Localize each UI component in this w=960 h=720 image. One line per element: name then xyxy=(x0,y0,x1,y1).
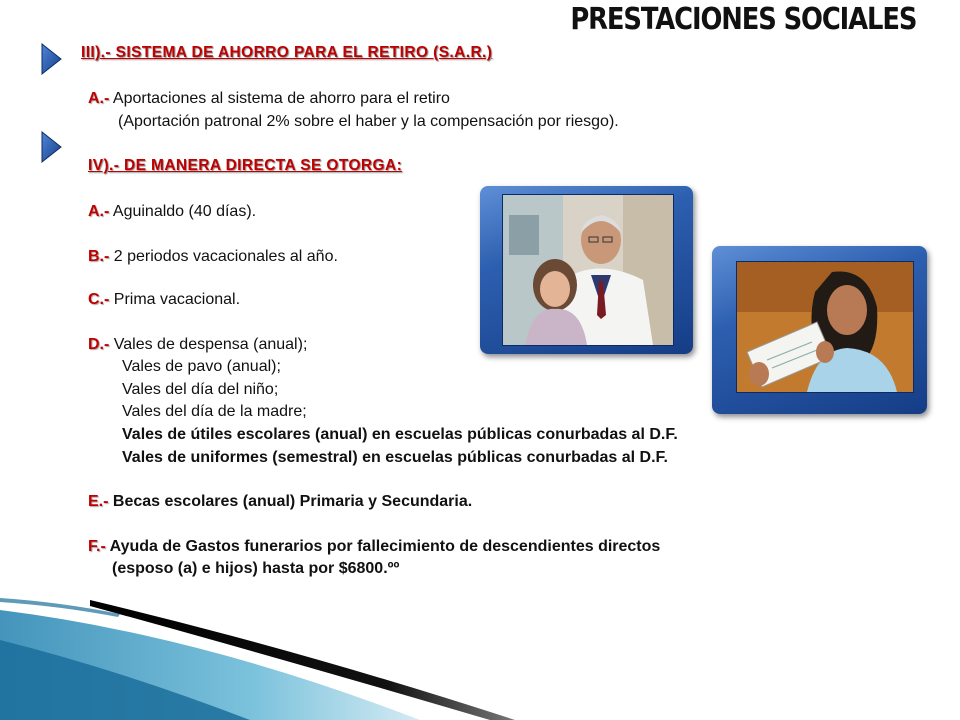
item-f-direct xyxy=(88,538,660,556)
item-label: A.- xyxy=(88,203,110,220)
item-d-sub: Vales de uniformes (semestral) en escuelas públicas conurbadas al D.F. xyxy=(122,449,668,466)
item-label: B.- xyxy=(88,248,110,265)
woman-check-photo xyxy=(736,261,914,393)
item-text: Prima vacacional. xyxy=(109,291,241,308)
item-f-detail: (esposo (a) e hijos) hasta por $6800.ºº xyxy=(112,560,400,577)
doctor-child-photo xyxy=(502,194,674,346)
item-text: Ayuda de Gastos funerarios por fallecimiento de descendientes directos xyxy=(105,538,661,555)
item-text: Becas escolares (anual) Primaria y Secundaria. xyxy=(108,493,473,510)
photo-frame-doctor xyxy=(480,186,693,354)
item-text: Aportaciones al sistema de ahorro para el retiro xyxy=(109,90,450,107)
item-label: A.- xyxy=(88,90,110,107)
section-heading-sar: III).- SISTEMA DE AHORRO PARA EL RETIRO (S.A.R.) xyxy=(81,44,493,61)
item-label: C.- xyxy=(88,291,110,308)
item-a-sar xyxy=(88,90,450,108)
item-text: 2 periodos vacacionales al año. xyxy=(109,248,338,265)
bullet-arrow-icon xyxy=(40,130,62,164)
item-c-direct xyxy=(88,291,240,309)
item-d-direct xyxy=(88,336,307,354)
item-a-direct xyxy=(88,203,256,221)
item-d-sub: Vales de útiles escolares (anual) en escuelas públicas conurbadas al D.F. xyxy=(122,426,678,443)
item-d-sub: Vales de pavo (anual); xyxy=(122,358,281,375)
item-d-sub: Vales del día del niño; xyxy=(122,381,279,398)
item-b-direct xyxy=(88,248,338,266)
item-label: F.- xyxy=(88,538,106,555)
item-a-sar-detail: (Aportación patronal 2% sobre el haber y la compensación por riesgo). xyxy=(118,113,619,130)
item-text: Vales de despensa (anual); xyxy=(109,336,308,353)
decorative-swoosh xyxy=(0,580,960,720)
item-text: Aguinaldo (40 días). xyxy=(109,203,257,220)
item-label: E.- xyxy=(88,493,109,510)
bullet-arrow-icon xyxy=(40,42,62,76)
photo-frame-woman xyxy=(712,246,927,414)
section-heading-direct: IV).- DE MANERA DIRECTA SE OTORGA: xyxy=(88,157,403,174)
item-d-sub: Vales del día de la madre; xyxy=(122,403,307,420)
item-e-direct xyxy=(88,493,472,511)
page-title: PRESTACIONES SOCIALES xyxy=(570,2,916,37)
item-label: D.- xyxy=(88,336,110,353)
